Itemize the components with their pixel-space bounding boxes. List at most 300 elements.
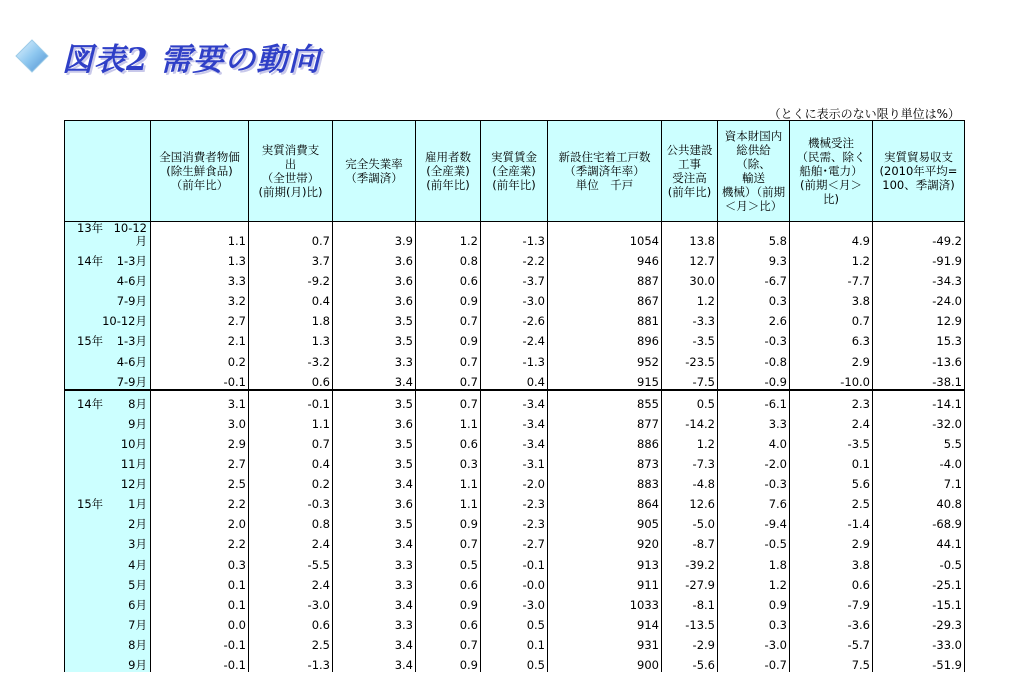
- table-cell: 1.2: [718, 572, 790, 592]
- column-header: 公共建設 工事 受注高 (前年比): [662, 121, 718, 222]
- row-year: [67, 518, 77, 531]
- row-label: [65, 491, 151, 511]
- table-cell: -49.2: [873, 222, 965, 249]
- table-cell: 3.6: [333, 268, 416, 288]
- table-body: [65, 222, 965, 672]
- row-label: [65, 348, 151, 368]
- table-cell: 3.4: [333, 652, 416, 672]
- table-cell: -7.7: [790, 268, 873, 288]
- table-cell: 883: [548, 471, 662, 491]
- table-cell: 0.6: [249, 369, 333, 390]
- table-row: [65, 411, 965, 431]
- table-cell: 13.8: [662, 222, 718, 249]
- table-cell: 3.4: [333, 531, 416, 551]
- table-cell: 3.4: [333, 471, 416, 491]
- table-row: [65, 369, 965, 390]
- table-cell: -9.4: [718, 511, 790, 531]
- table-cell: -7.9: [790, 592, 873, 612]
- table-cell: 0.3: [718, 288, 790, 308]
- demand-table: [64, 120, 965, 672]
- table-cell: 5.5: [873, 431, 965, 451]
- table-cell: 1.2: [416, 222, 481, 249]
- row-label: [65, 308, 151, 328]
- table-cell: 3.5: [333, 308, 416, 328]
- table-cell: 0.8: [416, 248, 481, 268]
- table-cell: 0.7: [416, 390, 481, 411]
- row-period: 4-6月: [116, 274, 147, 289]
- table-cell: 6.3: [790, 328, 873, 348]
- table-cell: -3.5: [662, 328, 718, 348]
- table-cell: 7.5: [790, 652, 873, 672]
- table-cell: 1.2: [662, 431, 718, 451]
- table-cell: -3.0: [481, 288, 548, 308]
- table-cell: -6.1: [718, 390, 790, 411]
- table-cell: 3.3: [151, 268, 249, 288]
- table-cell: 0.5: [662, 390, 718, 411]
- row-period: 9月: [128, 657, 147, 672]
- row-year: 15年: [77, 497, 104, 512]
- table-row: [65, 348, 965, 368]
- table-cell: 2.0: [151, 511, 249, 531]
- table-cell: 1.1: [416, 471, 481, 491]
- table-cell: -5.6: [662, 652, 718, 672]
- row-year: [67, 619, 77, 632]
- table-cell: 0.2: [249, 471, 333, 491]
- table-cell: 3.5: [333, 511, 416, 531]
- table-cell: -0.5: [873, 551, 965, 571]
- row-period: 7-9月: [116, 294, 147, 309]
- table-cell: 2.9: [151, 431, 249, 451]
- table-header: [65, 121, 965, 222]
- table-cell: 2.7: [151, 308, 249, 328]
- row-label: [65, 268, 151, 288]
- table-cell: 2.5: [790, 491, 873, 511]
- row-year: [67, 579, 77, 592]
- row-period: 4月: [128, 557, 147, 572]
- row-label: [65, 222, 151, 249]
- header-corner: [65, 121, 151, 222]
- row-period: 7月: [128, 617, 147, 632]
- table-cell: -7.5: [662, 369, 718, 390]
- column-header: 雇用者数 (全産業) (前年比): [416, 121, 481, 222]
- table-cell: 3.8: [790, 288, 873, 308]
- table-cell: -0.9: [718, 369, 790, 390]
- table-cell: 3.4: [333, 369, 416, 390]
- table-cell: -10.0: [790, 369, 873, 390]
- table-cell: 0.6: [249, 612, 333, 632]
- row-period: 12月: [120, 477, 147, 492]
- table-cell: -23.5: [662, 348, 718, 368]
- row-label: [65, 471, 151, 491]
- table-cell: -2.6: [481, 308, 548, 328]
- row-period: 5月: [128, 577, 147, 592]
- table-cell: 1.3: [151, 248, 249, 268]
- table-cell: -4.0: [873, 451, 965, 471]
- table-cell: -0.1: [151, 632, 249, 652]
- table-cell: -0.0: [481, 572, 548, 592]
- row-period: 3月: [128, 537, 147, 552]
- table-cell: -33.0: [873, 632, 965, 652]
- row-year: [67, 458, 77, 471]
- table-cell: 7.1: [873, 471, 965, 491]
- row-year: 13年: [77, 221, 104, 235]
- row-label: [65, 511, 151, 531]
- table-cell: 40.8: [873, 491, 965, 511]
- table-row: [65, 551, 965, 571]
- table-row: [65, 531, 965, 551]
- table-cell: -5.7: [790, 632, 873, 652]
- row-label: [65, 632, 151, 652]
- table-cell: -38.1: [873, 369, 965, 390]
- table-cell: 1.1: [151, 222, 249, 249]
- table-cell: 3.5: [333, 328, 416, 348]
- table-row: [65, 390, 965, 411]
- table-cell: 0.8: [249, 511, 333, 531]
- table-cell: 15.3: [873, 328, 965, 348]
- table-cell: 2.2: [151, 491, 249, 511]
- row-year: [67, 295, 77, 308]
- table-cell: -3.0: [249, 592, 333, 612]
- row-year: 15年: [77, 334, 104, 349]
- table-cell: 0.3: [151, 551, 249, 571]
- table-cell: 3.6: [333, 411, 416, 431]
- table-cell: -2.9: [662, 632, 718, 652]
- table-cell: 855: [548, 390, 662, 411]
- table-cell: 896: [548, 328, 662, 348]
- column-header: 新設住宅着工戸数 （季調済年率） 単位 千戸: [548, 121, 662, 222]
- row-label: [65, 592, 151, 612]
- row-label: [65, 612, 151, 632]
- table-cell: -2.4: [481, 328, 548, 348]
- table-cell: 1.8: [718, 551, 790, 571]
- row-period: 10月: [120, 436, 147, 451]
- row-period: 7-9月: [116, 374, 147, 389]
- table-cell: -25.1: [873, 572, 965, 592]
- table-row: [65, 592, 965, 612]
- table-cell: -24.0: [873, 288, 965, 308]
- table-cell: 3.3: [333, 348, 416, 368]
- row-year: [67, 538, 77, 551]
- table-cell: 5.6: [790, 471, 873, 491]
- table-cell: 0.4: [249, 451, 333, 471]
- table-row: [65, 308, 965, 328]
- table-cell: 0.5: [416, 551, 481, 571]
- table-cell: 0.5: [481, 652, 548, 672]
- table-cell: 0.1: [481, 632, 548, 652]
- unit-note: （とくに表示のない限り単位は%）: [768, 107, 960, 121]
- table-cell: -3.0: [718, 632, 790, 652]
- table-cell: -3.4: [481, 390, 548, 411]
- table-cell: -0.3: [718, 471, 790, 491]
- table-cell: -15.1: [873, 592, 965, 612]
- table-row: [65, 491, 965, 511]
- table-cell: 1054: [548, 222, 662, 249]
- row-label: [65, 411, 151, 431]
- table-cell: 2.1: [151, 328, 249, 348]
- table-row: [65, 632, 965, 652]
- table-cell: 7.6: [718, 491, 790, 511]
- table-cell: 3.1: [151, 390, 249, 411]
- header-row: [65, 121, 965, 222]
- table-cell: -91.9: [873, 248, 965, 268]
- table-cell: -3.1: [481, 451, 548, 471]
- table-cell: -14.2: [662, 411, 718, 431]
- table-cell: 900: [548, 652, 662, 672]
- table-cell: 2.5: [151, 471, 249, 491]
- row-year: [67, 315, 77, 328]
- row-period: 1月: [128, 497, 147, 512]
- table-cell: -14.1: [873, 390, 965, 411]
- table-cell: 0.6: [416, 572, 481, 592]
- table-cell: -8.1: [662, 592, 718, 612]
- column-header: 資本財国内 総供給（除、 輸送 機械）（前期 ＜月＞比）: [718, 121, 790, 222]
- row-period: 1-3月: [116, 254, 147, 269]
- table-cell: -4.8: [662, 471, 718, 491]
- table-cell: -0.1: [249, 390, 333, 411]
- table-cell: -2.2: [481, 248, 548, 268]
- table-cell: -3.3: [662, 308, 718, 328]
- diamond-icon: [14, 38, 50, 74]
- row-year: [67, 275, 77, 288]
- table-cell: 3.3: [333, 572, 416, 592]
- table-cell: 44.1: [873, 531, 965, 551]
- table-cell: 2.6: [718, 308, 790, 328]
- table-cell: -1.3: [481, 222, 548, 249]
- table-cell: 905: [548, 511, 662, 531]
- table-cell: 867: [548, 288, 662, 308]
- table-cell: -1.4: [790, 511, 873, 531]
- row-period: 10-12月: [102, 314, 147, 329]
- column-header: 全国消費者物価 (除生鮮食品) （前年比）: [151, 121, 249, 222]
- table-cell: 3.6: [333, 491, 416, 511]
- table-row: [65, 572, 965, 592]
- row-period: 10-12: [113, 221, 147, 235]
- table-cell: 1.1: [249, 411, 333, 431]
- table-cell: 0.6: [790, 572, 873, 592]
- table-row: [65, 511, 965, 531]
- row-period: 8月: [128, 396, 147, 411]
- table-row: [65, 248, 965, 268]
- table-cell: 2.4: [249, 531, 333, 551]
- table-cell: 3.8: [790, 551, 873, 571]
- table-cell: 0.7: [790, 308, 873, 328]
- row-year: [67, 418, 77, 431]
- table-cell: 30.0: [662, 268, 718, 288]
- page-title: 図表2 需要の動向: [62, 41, 321, 78]
- row-year: [67, 599, 77, 612]
- row-label: [65, 572, 151, 592]
- row-year: [67, 639, 77, 652]
- table-cell: 2.9: [790, 348, 873, 368]
- row-label: [65, 248, 151, 268]
- row-label: [65, 431, 151, 451]
- table-cell: 3.5: [333, 431, 416, 451]
- table-cell: 1.2: [662, 288, 718, 308]
- table-cell: 2.9: [790, 531, 873, 551]
- table-cell: 0.7: [249, 222, 333, 249]
- table-cell: -2.3: [481, 511, 548, 531]
- table-cell: -0.5: [718, 531, 790, 551]
- table-cell: -3.7: [481, 268, 548, 288]
- row-year: 14年: [77, 254, 104, 269]
- table-cell: 2.5: [249, 632, 333, 652]
- table-cell: 0.4: [249, 288, 333, 308]
- column-header: 機械受注 （民需、除く 船舶･電力） (前期＜月＞ 比): [790, 121, 873, 222]
- table-cell: 3.5: [333, 390, 416, 411]
- table-cell: -51.9: [873, 652, 965, 672]
- table-cell: -6.7: [718, 268, 790, 288]
- table-cell: 4.0: [718, 431, 790, 451]
- table-cell: 12.6: [662, 491, 718, 511]
- table-cell: -0.7: [718, 652, 790, 672]
- table-cell: 2.7: [151, 451, 249, 471]
- table-cell: -3.4: [481, 431, 548, 451]
- table-cell: -3.5: [790, 431, 873, 451]
- table-cell: -5.0: [662, 511, 718, 531]
- table-cell: -2.0: [718, 451, 790, 471]
- table-cell: -0.1: [151, 652, 249, 672]
- table-cell: 913: [548, 551, 662, 571]
- row-label: [65, 328, 151, 348]
- table-cell: 3.4: [333, 632, 416, 652]
- table-cell: -3.6: [790, 612, 873, 632]
- table-cell: 2.4: [790, 411, 873, 431]
- column-header: 実質貿易収支 (2010年平均= 100、季調済): [873, 121, 965, 222]
- row-year: [67, 438, 77, 451]
- row-label: [65, 390, 151, 411]
- table-cell: -0.3: [718, 328, 790, 348]
- table-cell: 0.7: [416, 531, 481, 551]
- table-cell: 946: [548, 248, 662, 268]
- column-header: 実質賃金 (全産業) (前年比): [481, 121, 548, 222]
- table-cell: -0.3: [249, 491, 333, 511]
- row-year: [67, 478, 77, 491]
- table-cell: -7.3: [662, 451, 718, 471]
- table-cell: 864: [548, 491, 662, 511]
- table-cell: -13.5: [662, 612, 718, 632]
- table-cell: 952: [548, 348, 662, 368]
- table-cell: -2.7: [481, 531, 548, 551]
- table-cell: 0.5: [481, 612, 548, 632]
- row-year: [67, 356, 77, 369]
- table-cell: -2.0: [481, 471, 548, 491]
- table-cell: 0.1: [151, 592, 249, 612]
- table-cell: -27.9: [662, 572, 718, 592]
- table-row: [65, 222, 965, 249]
- table-cell: 911: [548, 572, 662, 592]
- table-cell: 4.9: [790, 222, 873, 249]
- row-label: [65, 551, 151, 571]
- table-row: [65, 268, 965, 288]
- table-cell: 873: [548, 451, 662, 471]
- row-label: [65, 288, 151, 308]
- table-cell: 0.9: [416, 652, 481, 672]
- column-header: 完全失業率 （季調済）: [333, 121, 416, 222]
- table-cell: -2.3: [481, 491, 548, 511]
- table-cell: 3.6: [333, 288, 416, 308]
- table-cell: 5.8: [718, 222, 790, 249]
- table-cell: 3.3: [333, 551, 416, 571]
- table-cell: 1.8: [249, 308, 333, 328]
- table-cell: 931: [548, 632, 662, 652]
- table-cell: 3.3: [718, 411, 790, 431]
- table-cell: -8.7: [662, 531, 718, 551]
- table-cell: -5.5: [249, 551, 333, 571]
- row-period: 2月: [128, 517, 147, 532]
- table-cell: 0.9: [416, 288, 481, 308]
- table-row: [65, 451, 965, 471]
- table-row: [65, 288, 965, 308]
- table-cell: 0.3: [416, 451, 481, 471]
- row-year: [67, 659, 77, 672]
- table-cell: 0.2: [151, 348, 249, 368]
- row-year: 14年: [77, 396, 104, 411]
- row-period: 6月: [128, 597, 147, 612]
- table-cell: -9.2: [249, 268, 333, 288]
- table-cell: 2.2: [151, 531, 249, 551]
- row-period: 1-3月: [116, 334, 147, 349]
- table-cell: 1.2: [790, 248, 873, 268]
- table-cell: 1.1: [416, 491, 481, 511]
- title-area: [14, 28, 320, 84]
- table-cell: -1.3: [481, 348, 548, 368]
- table-cell: 3.9: [333, 222, 416, 249]
- table-cell: -34.3: [873, 268, 965, 288]
- table-cell: 2.3: [790, 390, 873, 411]
- table-cell: 915: [548, 369, 662, 390]
- table-row: [65, 471, 965, 491]
- table-cell: 0.7: [416, 348, 481, 368]
- table-cell: 0.9: [718, 592, 790, 612]
- table-cell: 0.1: [151, 572, 249, 592]
- table-row: [65, 652, 965, 672]
- table-cell: -3.4: [481, 411, 548, 431]
- row-period: 8月: [128, 637, 147, 652]
- table-cell: 3.3: [333, 612, 416, 632]
- table-cell: 0.7: [416, 308, 481, 328]
- table-cell: -3.2: [249, 348, 333, 368]
- table-cell: 0.0: [151, 612, 249, 632]
- table-row: [65, 431, 965, 451]
- table-cell: 0.7: [249, 431, 333, 451]
- table-cell: 12.7: [662, 248, 718, 268]
- table-cell: 2.4: [249, 572, 333, 592]
- table-cell: 3.2: [151, 288, 249, 308]
- table-cell: 886: [548, 431, 662, 451]
- table-row: [65, 328, 965, 348]
- row-period: 4-6月: [116, 354, 147, 369]
- column-header: 実質消費支 出 （全世帯） (前期(月)比): [249, 121, 333, 222]
- table-cell: 0.6: [416, 268, 481, 288]
- table-cell: 0.7: [416, 369, 481, 390]
- table-cell: -32.0: [873, 411, 965, 431]
- table-cell: -68.9: [873, 511, 965, 531]
- row-year: [67, 559, 77, 572]
- table-cell: 1.1: [416, 411, 481, 431]
- table-cell: 3.5: [333, 451, 416, 471]
- table-cell: 0.9: [416, 328, 481, 348]
- row-period: 11月: [120, 457, 147, 472]
- table-cell: 0.9: [416, 592, 481, 612]
- table-cell: 920: [548, 531, 662, 551]
- table-cell: 3.4: [333, 592, 416, 612]
- table-cell: -13.6: [873, 348, 965, 368]
- table-cell: 1.3: [249, 328, 333, 348]
- table-cell: -1.3: [249, 652, 333, 672]
- table-row: [65, 612, 965, 632]
- table-cell: 3.7: [249, 248, 333, 268]
- table-cell: 12.9: [873, 308, 965, 328]
